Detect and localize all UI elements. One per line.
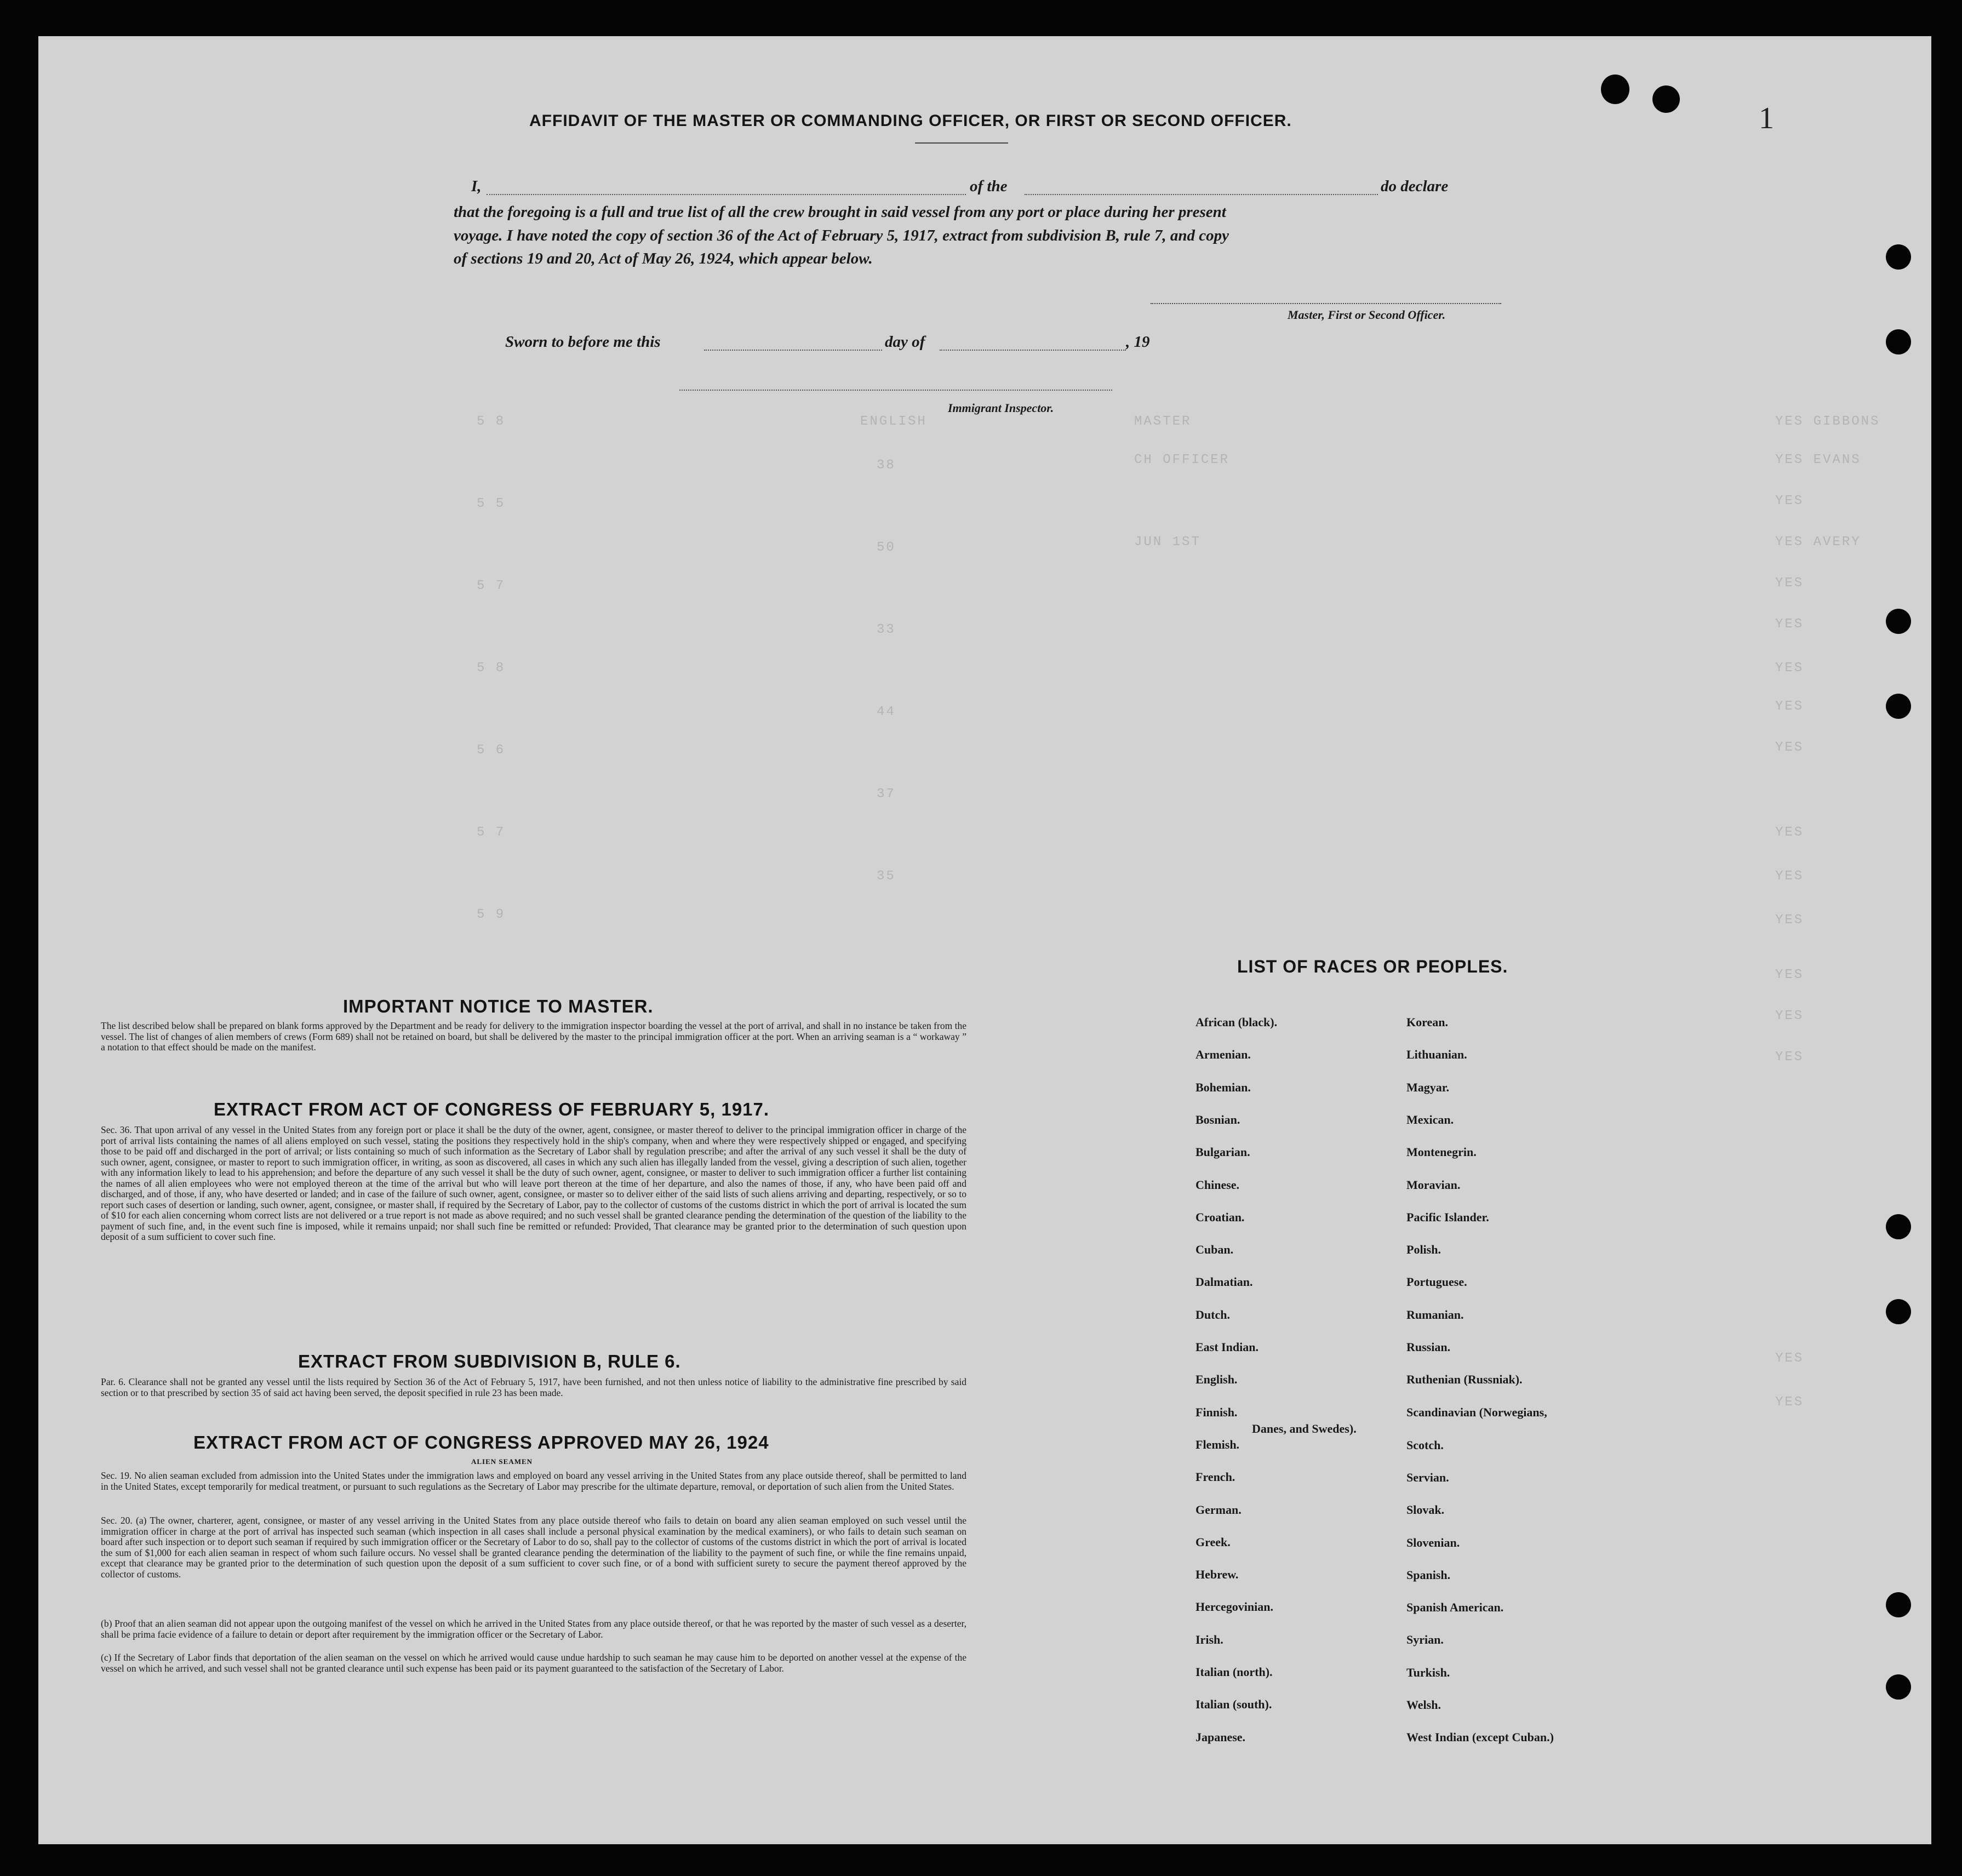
notice-title: IMPORTANT NOTICE TO MASTER. [343, 996, 654, 1016]
bleed-through-text: YES [1775, 661, 1804, 676]
race-right-item: Polish. [1406, 1243, 1441, 1257]
race-right-item: Ruthenian (Russniak). [1406, 1372, 1523, 1387]
race-left-item: Hebrew. [1195, 1568, 1239, 1582]
sworn-label: Sworn to before me this [505, 333, 661, 351]
affidavit-line2: that the foregoing is a full and true list of all the crew brought in said vessel from any port or place during her present [454, 203, 1226, 221]
race-right-item: Welsh. [1406, 1698, 1441, 1712]
race-left-item: Italian (south). [1195, 1697, 1272, 1712]
race-left-item: Finnish. [1195, 1405, 1238, 1419]
sworn-month-line [940, 350, 1126, 351]
race-left-item: Bulgarian. [1195, 1145, 1250, 1159]
race-right-item: Spanish. [1406, 1568, 1451, 1582]
race-left-item: Croatian. [1195, 1210, 1245, 1224]
affidavit-line4: of sections 19 and 20, Act of May 26, 1924, which appear below. [454, 250, 873, 267]
extract-1917-body: Sec. 36. That upon arrival of any vessel in the United States from any foreign port or place it shall be the duty of the owner, agent, consignee, or master thereof to deliver to the principal immigration officer in charge of the port of arrival lists containing the names of all aliens employed on such vessel, stating the positions they respectively hold in the ship's company, when and where they were respectively shipped or engaged, and specifying those to be paid off and discharged in the port of arrival; or lists containing so much of such information as the Secretary of Labor shall by regulation prescribe; and after the arrival of any such vessel it shall be the duty of such owner, agent, consignee, or master to report to such immigration officer, in writing, as soon as discovered, all cases in which any such alien has illegally landed from the vessel, giving a description of such alien, together with any information likely to lead to his apprehension; and before the departure of any such vessel it shall be the duty of such owner, agent, consignee, or master to deliver to such immigration officer a further list containing the names of all alien employees who were not employed thereon at the time of the arrival but who will leave port thereon at the time of her departure, and also the names of those, if any, who have been paid off and discharged, and of those, if any, who have deserted or landed; and in case of the failure of such owner, agent, consignee, or master so to deliver either of the said lists of such aliens arriving and departing, respectively, or so to report such cases of desertion or landing, such owner, agent, consignee, or master shall, if required by the Secretary of Labor, pay to the collector of customs of the customs district in which the port of arrival is located the sum of $10 for each alien concerning whom correct lists are not delivered or a true report is not made as above required; and no such vessel shall be granted clearance pending the determination of the question of the liability to the payment of such fine, and, in the event such fine is imposed, while it remains unpaid; nor shall such fine be remitted or refunded: Provided, That clearance may be granted prior to the determination of such question upon deposit of a sum sufficient to cover such fine. [101, 1124, 966, 1242]
extract-1924-sec20b: (b) Proof that an alien seaman did not appear upon the outgoing manifest of the vessel on which he arrived in the United States from any place outside thereof, or that he was reported by the master of such vessel as a deserter, shall be prima facie evidence of a failure to detain or deport after requirement by the immigration officer or the Secretary of Labor. [101, 1618, 966, 1640]
race-right-item: Pacific Islander. [1406, 1210, 1489, 1224]
race-left-item: Dalmatian. [1195, 1275, 1253, 1289]
affidavit-of-the: of the [970, 178, 1008, 195]
race-right-item: Slovak. [1406, 1503, 1445, 1517]
race-right-item: Servian. [1406, 1470, 1449, 1484]
bleed-through-text: YES [1775, 1050, 1804, 1065]
punch-hole [1886, 1592, 1911, 1617]
bleed-through-text: JUN 1ST [1134, 535, 1201, 550]
affidavit-line3: voyage. I have noted the copy of section 36 of the Act of February 5, 1917, extract from subdivision B, rule 7, and copy [454, 227, 1229, 244]
bleed-through-text: YES [1775, 740, 1804, 755]
bleed-through-text: YES [1775, 576, 1804, 591]
extract-rule6-title: EXTRACT FROM SUBDIVISION B, RULE 6. [298, 1351, 681, 1371]
bleed-through-text: YES [1775, 617, 1804, 632]
bleed-through-text: 5 8 [477, 661, 506, 676]
race-right-item: Danes, and Swedes). [1252, 1421, 1357, 1435]
race-left-item: Flemish. [1195, 1437, 1240, 1451]
race-right-item: West Indian (except Cuban.) [1406, 1730, 1554, 1745]
punch-hole [1886, 609, 1911, 634]
punch-hole [1601, 75, 1629, 104]
extract-1924-sec20a: Sec. 20. (a) The owner, charterer, agent, consignee, or master of any vessel arriving in the United States from any place outside thereof who fails to detain on board any alien seaman employed on such vessel until the immigration officer in charge at the port of arrival has inspected such seaman (which inspection in all cases shall include a personal physical examination by the medical examiners), or who fails to detain such seaman on board after such inspection or to deport such seaman if required by such immigration officer or the Secretary of Labor to do so, shall pay to the collector of customs of the customs district in which the port of arrival is located the sum of $1,000 for each alien seaman in respect of whom such failure occurs. No vessel shall be granted clearance pending the determination of the liability to the payment of such fine, or while the fine remains unpaid, except that clearance may be granted prior to the determination of such question upon the deposit of a sum sufficient to cover such fine, or of a bond with sufficient surety to secure the payment thereof approved by the collector of customs. [101, 1515, 966, 1580]
extract-1917-title: EXTRACT FROM ACT OF CONGRESS OF FEBRUARY 5, 1917. [214, 1099, 770, 1119]
race-left-item: Italian (north). [1195, 1665, 1273, 1679]
race-right-item: Lithuanian. [1406, 1048, 1467, 1062]
bleed-through-text: 5 6 [477, 743, 506, 758]
extract-1924-subtitle: ALIEN SEAMEN [471, 1457, 533, 1466]
punch-hole [1886, 1674, 1911, 1700]
bleed-through-text: YES [1775, 1351, 1804, 1366]
punch-hole [1886, 329, 1911, 354]
inspector-label: Immigrant Inspector. [948, 401, 1054, 415]
bleed-through-text: MASTER [1134, 414, 1192, 429]
year-prefix: , 19 [1126, 333, 1150, 351]
bleed-through-text: 50 [877, 540, 896, 555]
punch-hole [1886, 244, 1911, 270]
title-divider [915, 142, 1008, 144]
bleed-through-text: YES [1775, 913, 1804, 928]
extract-rule6-body: Par. 6. Clearance shall not be granted any vessel until the lists required by Section 36 of the Act of February 5, 1917, have been furnished, and not then unless notice of liability to the administrative fine prescribed by said section or to that prescribed by section 35 of said act having been served, the deposit specified in rule 23 has been made. [101, 1376, 966, 1398]
bleed-through-text: 35 [877, 869, 896, 884]
bleed-through-text: YES [1775, 1009, 1804, 1023]
bleed-through-text: 37 [877, 787, 896, 802]
bleed-through-text: 5 5 [477, 496, 506, 511]
affidavit-declare: do declare [1381, 178, 1449, 195]
bleed-through-text: YES GIBBONS [1775, 414, 1880, 429]
extract-1924-sec19: Sec. 19. No alien seaman excluded from admission into the United States under the immigration laws and employed on board any vessel arriving in the United States from any place outside thereof, shall be permitted to land in the United States, except temporarily for medical treatment, or pursuant to such regulations as the Secretary of Labor may prescribe for the ultimate departure, removal, or deportation of such alien from the United States. [101, 1470, 966, 1492]
bleed-through-text: CH OFFICER [1134, 453, 1230, 467]
race-left-item: African (black). [1195, 1015, 1278, 1029]
race-right-item: Slovenian. [1406, 1535, 1460, 1549]
extract-1924-sec20c: (c) If the Secretary of Labor finds that deportation of the alien seaman on the vessel on which he arrived would cause undue hardship to such seaman he may cause him to be deported on another vessel at the expense of the vessel on which he arrived, and such vessel shall not be granted clearance until such expense has been paid or its payment guaranteed to the satisfaction of the Secretary of Labor. [101, 1652, 966, 1674]
bleed-through-text: 33 [877, 622, 896, 637]
document-sheet [38, 36, 1931, 1844]
race-left-item: Greek. [1195, 1535, 1231, 1549]
races-title: LIST OF RACES OR PEOPLES. [1237, 957, 1508, 976]
day-of-label: day of [885, 333, 925, 351]
race-left-item: French. [1195, 1470, 1235, 1484]
punch-hole [1886, 1299, 1911, 1324]
race-right-item: Scandinavian (Norwegians, [1406, 1405, 1547, 1419]
extract-1924-title: EXTRACT FROM ACT OF CONGRESS APPROVED MAY 26, 1924 [193, 1432, 769, 1452]
race-left-item: Irish. [1195, 1632, 1223, 1646]
race-left-item: East Indian. [1195, 1340, 1259, 1354]
race-left-item: Japanese. [1195, 1730, 1246, 1744]
race-right-item: Syrian. [1406, 1633, 1444, 1647]
affidavit-title: AFFIDAVIT OF THE MASTER OR COMMANDING OFFICER, OR FIRST OR SECOND OFFICER. [529, 112, 1292, 130]
race-right-item: Russian. [1406, 1340, 1451, 1354]
bleed-through-text: 38 [877, 458, 896, 473]
bleed-through-text: YES [1775, 699, 1804, 714]
bleed-through-text: ENGLISH [860, 414, 927, 429]
bleed-through-text: 44 [877, 705, 896, 719]
bleed-through-text: 5 7 [477, 579, 506, 593]
race-left-item: Bohemian. [1195, 1080, 1251, 1094]
notice-body: The list described below shall be prepared on blank forms approved by the Department and be ready for delivery to the immigration inspector boarding the vessel at the port of arrival, and shall in no instance be taken from the vessel. The list of changes of alien members of crews (Form 689) shall not be retained on board, but shall be delivered by the master to the principal immigration officer at the port. When an arriving seaman is a “ workaway ” a notation to that effect should be made on the manifest. [101, 1020, 966, 1053]
race-right-item: Moravian. [1406, 1177, 1461, 1192]
race-right-item: Scotch. [1406, 1438, 1444, 1452]
vessel-name-line [1025, 194, 1378, 195]
master-label: Master, First or Second Officer. [1288, 308, 1446, 322]
corner-mark: 1 [1759, 101, 1774, 135]
punch-hole [1652, 85, 1680, 113]
sworn-day-line [704, 350, 882, 351]
race-left-item: Hercegovinian. [1195, 1600, 1273, 1614]
bleed-through-text: YES AVERY [1775, 535, 1861, 550]
race-left-item: Dutch. [1195, 1307, 1230, 1322]
race-left-item: Bosnian. [1195, 1112, 1240, 1126]
race-left-item: German. [1195, 1502, 1242, 1517]
bleed-through-text: YES [1775, 968, 1804, 982]
master-name-line [487, 194, 966, 195]
race-right-item: Rumanian. [1406, 1307, 1464, 1322]
bleed-through-text: YES EVANS [1775, 453, 1861, 467]
race-right-item: Montenegrin. [1406, 1145, 1477, 1159]
bleed-through-text: YES [1775, 494, 1804, 508]
punch-hole [1886, 1214, 1911, 1239]
affidavit-i: I, [471, 178, 482, 195]
race-right-item: Mexican. [1406, 1112, 1454, 1126]
master-signature-line [1151, 303, 1501, 304]
bleed-through-text: 5 9 [477, 907, 506, 922]
race-right-item: Magyar. [1406, 1080, 1450, 1094]
race-right-item: Spanish American. [1406, 1600, 1504, 1615]
race-left-item: English. [1195, 1372, 1238, 1387]
punch-hole [1886, 694, 1911, 719]
race-left-item: Chinese. [1195, 1177, 1240, 1192]
race-left-item: Cuban. [1195, 1243, 1234, 1257]
race-left-item: Armenian. [1195, 1048, 1251, 1062]
bleed-through-text: YES [1775, 1395, 1804, 1410]
inspector-signature-line [679, 390, 1112, 391]
bleed-through-text: YES [1775, 869, 1804, 884]
race-right-item: Portuguese. [1406, 1275, 1467, 1289]
bleed-through-text: YES [1775, 825, 1804, 840]
bleed-through-text: 5 8 [477, 414, 506, 429]
race-right-item: Turkish. [1406, 1665, 1450, 1679]
bleed-through-text: 5 7 [477, 825, 506, 840]
race-right-item: Korean. [1406, 1015, 1448, 1029]
